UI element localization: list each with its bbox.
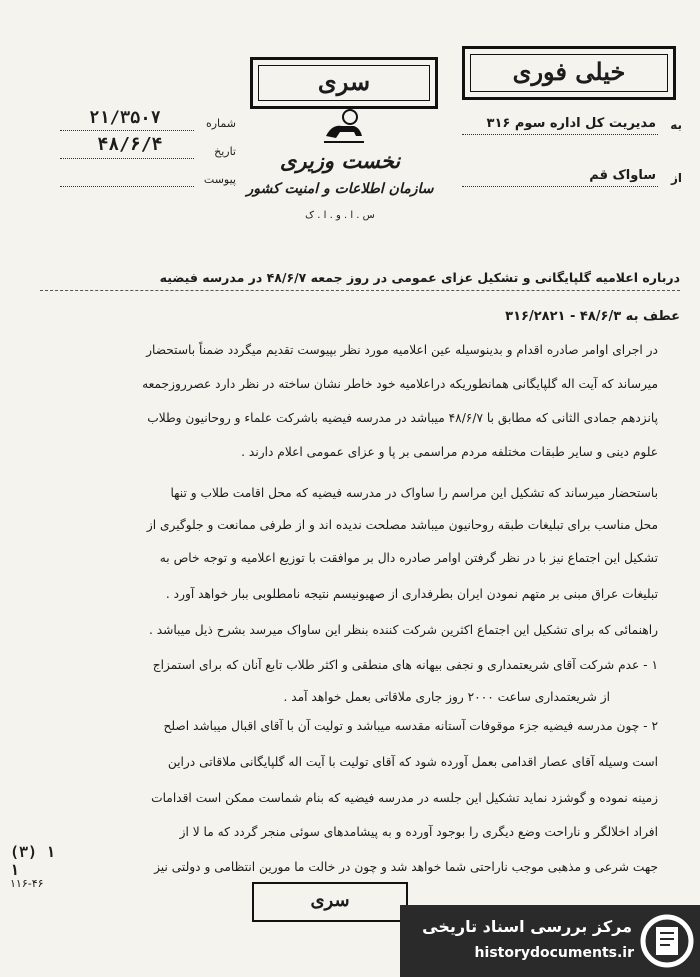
bottom-secret-stamp-text: سری: [310, 890, 350, 911]
to-prefix: به: [670, 118, 682, 132]
watermark-banner: [400, 905, 700, 977]
body-line: پانزدهم جمادی الثانی که مطابق با ۴۸/۶/۷ میباشد در مدرسه فیضیه باشرکت علماء و روحانیون وطلاب: [147, 411, 658, 425]
body-line: محل مناسب برای تبلیغات طبقه روحانیون میباشد مصلحت ندیده اند و از طرفی ممانعت و جلوگیری از: [146, 518, 658, 532]
file-code: ۱۱۶-۴۶: [10, 877, 44, 890]
body-line: جهت شرعی و مذهبی موجب ناراحتی شما خواهد شد و چون در خالت ما مورین انتظامی و دولتی نیز: [154, 860, 658, 874]
body-line: در اجرای اوامر صادره اقدام و بدینوسیله عین اعلامیه مورد نظر بپیوست تقدیم میگردد ضمناً باستحضار: [146, 343, 658, 357]
number-label: شماره: [205, 117, 236, 130]
body-line: تشکیل این اجتماع نیز با در نظر گرفتن اوامر صادره دال بر موافقت با توزیع اعلامیه و توجه خاص به: [159, 551, 658, 565]
urgent-stamp-text: خیلی فوری: [512, 57, 626, 86]
from-value: ساواک قم: [589, 168, 656, 183]
watermark-url: historydocuments.ir: [474, 945, 634, 961]
org-subname: سازمان اطلاعات و امنیت کشور: [246, 181, 434, 197]
body-line: افراد اخلالگر و ناراحت وضع دیگری را بوجود آورده و به پیشامدهای سوئی منجر گردد که ما لا از: [179, 825, 658, 839]
number-value: ۲۱/۳۵۰۷: [89, 108, 161, 128]
margin-note: (۳) ۱ ۱: [10, 843, 56, 879]
from-prefix: از: [670, 171, 682, 185]
org-name: نخست وزیری: [279, 148, 401, 173]
archive-logo-icon: [640, 913, 694, 969]
body-line: میرساند که آیت اله گلپایگانی همانطوریکه دراعلامیه خود خاطر نشان ساخته در نظر دارد عصرروزجمعه: [142, 377, 658, 391]
secret-stamp-text: سری: [317, 67, 371, 96]
body-line: از شریعتمداری ساعت ۲۰۰۰ روز جاری ملاقاتی بعمل خواهد آمد .: [283, 690, 610, 704]
body-line: ۲ - چون مدرسه فیضیه جزء موقوفات آستانه مقدسه میباشد و تولیت آن با آقای اقبال میباشد اصلح: [163, 719, 658, 733]
to-value: مدیریت کل اداره سوم ۳۱۶: [486, 116, 656, 131]
body-line: راهنمائی که برای تشکیل این اجتماع اکثرین شرکت کننده بنظر این ساواک میرسد بشرح ذیل میباشد .: [148, 623, 658, 637]
reference-line: عطف به ۴۸/۶/۳ - ۳۱۶/۲۸۲۱: [505, 309, 680, 324]
watermark-title: مرکز بررسی اسناد تاریخی: [422, 917, 632, 936]
body-line: تبلیغات عراق مبنی بر متهم نمودن ایران بطرفداری از صهیونیسم نتیجه نامطلوبی ببار خواهد آورد .: [165, 587, 658, 601]
body-line: ۱ - عدم شرکت آقای شریعتمداری و نجفی بیهانه های منطقی و اکثر طلاب تابع آنان که برای استمزاج: [152, 658, 658, 672]
body-line: علوم دینی و سایر طبقات مختلفه مردم مراسمی بر پا و عزای عمومی اعلام دارند .: [241, 445, 658, 459]
bottom-secret-stamp: [252, 882, 408, 922]
secret-stamp: [250, 57, 438, 109]
attachment-label: پیوست: [203, 173, 236, 186]
body-line: باستحضار میرساند که تشکیل این مراسم را ساواک در مدرسه فیضیه که محل اقامت طلاب و تنها: [170, 486, 658, 500]
org-code: س . ا . و . ا . ک: [305, 210, 375, 221]
urgent-stamp: [462, 46, 676, 100]
subject-line: درباره اعلامیه گلپایگانی و تشکیل عزای عمومی در روز جمعه ۴۸/۶/۷ در مدرسه فیضیه: [159, 270, 680, 285]
date-label: تاریخ: [214, 145, 236, 158]
date-value: ۴۸/۶/۴: [97, 134, 163, 155]
body-line: است وسیله آقای عصار اقدامی بعمل آورده شود که آقای تولیت با آیت اله گلپایگانی ملاقاتی دراین: [167, 755, 658, 769]
body-line: زمینه نموده و گوشزد نماید تشکیل این جلسه در مدرسه فیضیه که بنام شماست ممکن است اقدامات: [151, 791, 658, 805]
lion-sun-emblem-icon: [320, 106, 368, 146]
